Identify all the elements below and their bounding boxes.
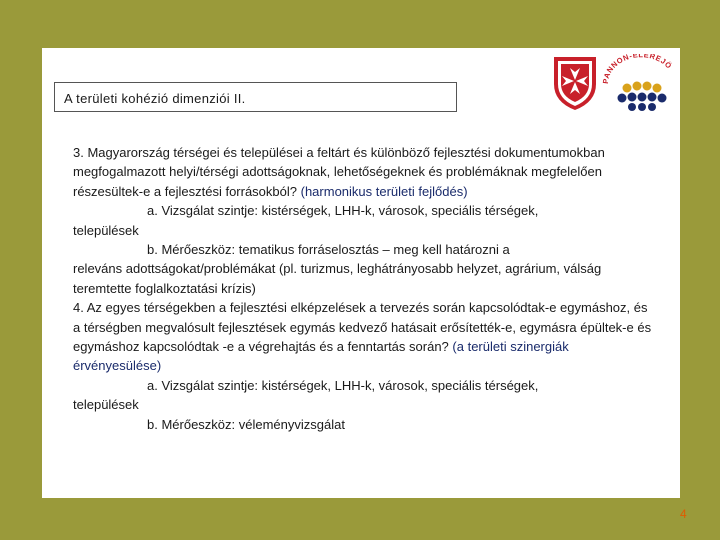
paragraph-4a-cont: települések xyxy=(73,397,139,413)
svg-text:PANNON-ELEREJÖ xyxy=(601,54,674,84)
partner-logo-text: PANNON-ELEREJÖ xyxy=(600,54,674,85)
partner-logo xyxy=(601,54,674,111)
logo-area xyxy=(550,54,678,112)
partner-logo-blobs xyxy=(618,82,667,112)
paragraph-4 xyxy=(73,298,653,376)
logos-svg xyxy=(550,54,678,112)
slide-title-box xyxy=(54,82,457,112)
paragraph-3-text: 3. Magyarország térségei és települései a feltárt és különböző fejlesztési dokumentumokban megfogalmazott helyi/térségi adottságoknak, lehetőségeknek és problémáknak megfelelően részesültek-e a fejlesztési forrásokból? xyxy=(73,145,605,199)
paragraph-4-text: 4. Az egyes térségekben a fejlesztési elképzelések a tervezés során kapcsolódtak-e egymáshoz, és a térségben megvalósult fejlesztések egymás kedvező hatásait erősítették-e, egymásra épültek-e és egymáshoz kapcsolódtak -e a végrehajtás és a fenntartás során? xyxy=(73,300,652,355)
paragraph-3-highlight: (harmonikus területi fejlődés) xyxy=(300,183,468,199)
paragraph-4a: a. Vizsgálat szintje: kistérségek, LHH-k, városok, speciális térségek, xyxy=(147,377,539,393)
paragraph-3a: a. Vizsgálat szintje: kistérségek, LHH-k, városok, speciális térségek, xyxy=(147,203,539,219)
paragraph-3 xyxy=(73,143,653,201)
paragraph-3a-cont: települések xyxy=(73,222,139,238)
paragraph-3b-cont: releváns adottságokat/problémákat (pl. turizmus, leghátrányosabb helyzet, agrárium, válság teremtette foglalkoztatási krízis) xyxy=(73,261,602,296)
paragraph-4b: b. Mérőeszköz: véleményvizsgálat xyxy=(147,416,345,432)
paragraph-4-highlight: (a területi szinergiák érvényesülése) xyxy=(73,339,569,374)
slide-title: A területi kohézió dimenziói II. xyxy=(64,91,246,106)
slide-body xyxy=(73,143,653,434)
maltese-shield-logo xyxy=(554,57,596,110)
paragraph-3b: b. Mérőeszköz: tematikus forráselosztás – meg kell határozni a xyxy=(147,242,510,258)
slide xyxy=(42,48,687,521)
page-number: 4 xyxy=(680,507,687,521)
